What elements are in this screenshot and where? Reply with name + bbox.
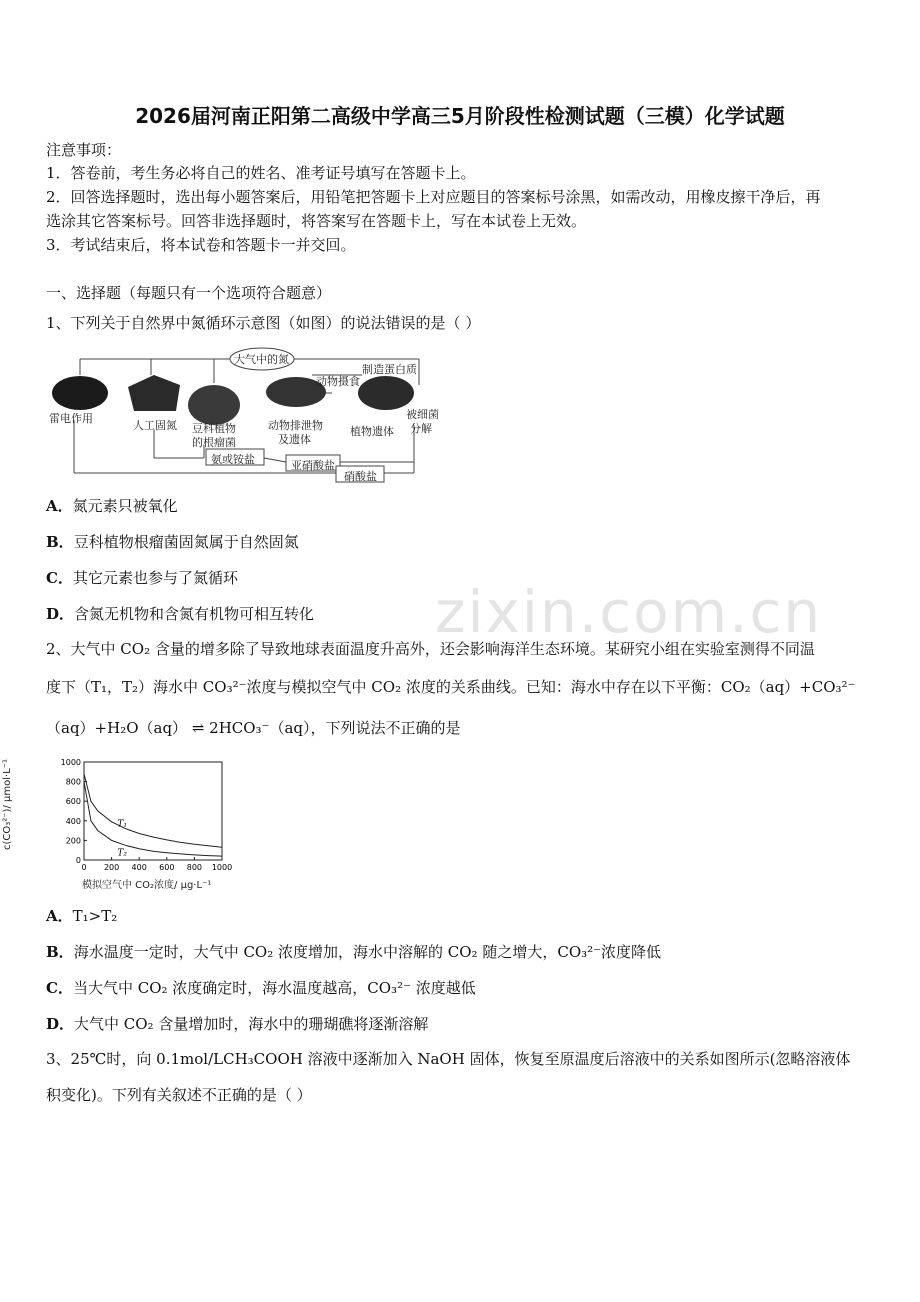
- q2-option-b: B．海水温度一定时，大气中 CO₂ 浓度增加，海水中溶解的 CO₂ 随之增大，CO₃²⁻浓度降低: [46, 943, 662, 961]
- q2-line-2: 度下（T₁，T₂）海水中 CO₃²⁻浓度与模拟空气中 CO₂ 浓度的关系曲线。已知：海水中存在以下平衡：CO₂（aq）+CO₃²⁻: [46, 678, 856, 696]
- q2-option-a: A．T₁>T₂: [46, 907, 118, 925]
- q1-stem: 1、下列关于自然界中氮循环示意图（如图）的说法错误的是（ ）: [46, 314, 481, 332]
- q1-option-a: A．氮元素只被氧化: [46, 497, 178, 515]
- factory-image: [128, 375, 180, 411]
- y-tick-label: 800: [65, 777, 81, 787]
- watermark: zixin.com.cn: [435, 578, 823, 646]
- series-label-2: T₂: [117, 848, 128, 859]
- y-tick-label: 600: [65, 797, 81, 807]
- q1-option-c: C．其它元素也参与了氮循环: [46, 569, 238, 587]
- legume-label-1: 豆科植物: [192, 422, 236, 435]
- lightning-label: 雷电作用: [49, 412, 93, 425]
- q1-option-d: D．含氮无机物和含氮有机物可相互转化: [46, 605, 315, 623]
- chart-x-label: 模拟空气中 CO₂浓度/ μg·L⁻¹: [82, 880, 212, 891]
- x-tick-label: 600: [159, 863, 175, 872]
- animal-waste-label-2: 及遗体: [278, 433, 311, 446]
- q2-line-1: 2、大气中 CO₂ 含量的增多除了导致地球表面温度升高外，还会影响海洋生态环境。某研究小组在实验室测得不同温: [46, 640, 815, 658]
- chart-y-label: c(CO₃²⁻)/ μmol·L⁻¹: [2, 758, 13, 850]
- x-tick-label: 800: [186, 863, 203, 872]
- note-1: 1．答卷前，考生务必将自己的姓名、准考证号填写在答题卡上。: [46, 164, 476, 182]
- industrial-label: 人工固氮: [133, 419, 177, 432]
- q2-option-d: D．大气中 CO₂ 含量增加时，海水中的珊瑚礁将逐渐溶解: [46, 1015, 429, 1033]
- q2-option-c: C．当大气中 CO₂ 浓度确定时，海水温度越高，CO₃²⁻ 浓度越低: [46, 979, 476, 997]
- y-tick-label: 400: [65, 816, 81, 826]
- page-title: 2026届河南正阳第二高级中学高三5月阶段性检测试题（三模）化学试题: [135, 104, 785, 128]
- note-2-line-1: 2．回答选择题时，选出每小题答案后，用铅笔把答题卡上对应题目的答案标号涂黑，如需改动，用橡皮擦干净后，再: [46, 188, 821, 206]
- q1-option-b: B．豆科植物根瘤菌固氮属于自然固氮: [46, 533, 299, 551]
- protein-label: 制造蛋白质: [362, 363, 417, 376]
- note-2-line-2: 选涂其它答案标号。回答非选择题时，将答案写在答题卡上，写在本试卷上无效。: [46, 212, 587, 230]
- bacteria-label-2: 分解: [410, 422, 432, 435]
- legume-image: [188, 385, 240, 425]
- nitrate-label: 硝酸盐: [344, 470, 377, 483]
- q3-line-1: 3、25℃时，向 0.1mol/LCH₃COOH 溶液中逐渐加入 NaOH 固体，恢复至原温度后溶液中的关系如图所示(忽略溶液体: [46, 1050, 851, 1068]
- q3-line-2: 积变化)。下列有关叙述不正确的是（ ）: [46, 1086, 312, 1104]
- ammonia-label: 氨或铵盐: [211, 453, 255, 466]
- x-tick-label: 400: [131, 863, 147, 872]
- y-tick-label: 1000: [60, 758, 81, 767]
- x-tick-label: 0: [81, 863, 87, 872]
- y-tick-label: 0: [75, 856, 81, 865]
- animal-eat-label: 动物摄食: [316, 375, 360, 388]
- plants-image: [358, 376, 414, 410]
- lightning-image: [52, 376, 108, 410]
- notes-heading: 注意事项：: [46, 141, 122, 159]
- x-tick-label: 200: [103, 863, 120, 872]
- co3-concentration-chart: [46, 756, 236, 892]
- animal-waste-label-1: 动物排泄物: [268, 419, 323, 432]
- plant-remains-label: 植物遗体: [350, 425, 394, 438]
- atm-label: 大气中的氮: [234, 353, 289, 366]
- series-line-1: [84, 774, 222, 848]
- note-3: 3．考试结束后，将本试卷和答题卡一并交回。: [46, 236, 356, 254]
- legume-label-2: 的根瘤菌: [192, 436, 236, 449]
- nitrite-label: 亚硝酸盐: [291, 459, 335, 472]
- y-tick-label: 200: [65, 836, 81, 846]
- series-label-1: T₁: [117, 819, 128, 830]
- q2-line-3: （aq）+H₂O（aq） ⇌ 2HCO₃⁻（aq），下列说法不正确的是: [46, 719, 461, 737]
- section-heading: 一、选择题（每题只有一个选项符合题意）: [46, 284, 332, 302]
- bacteria-label-1: 被细菌: [406, 408, 439, 421]
- x-tick-label: 1000: [211, 863, 233, 872]
